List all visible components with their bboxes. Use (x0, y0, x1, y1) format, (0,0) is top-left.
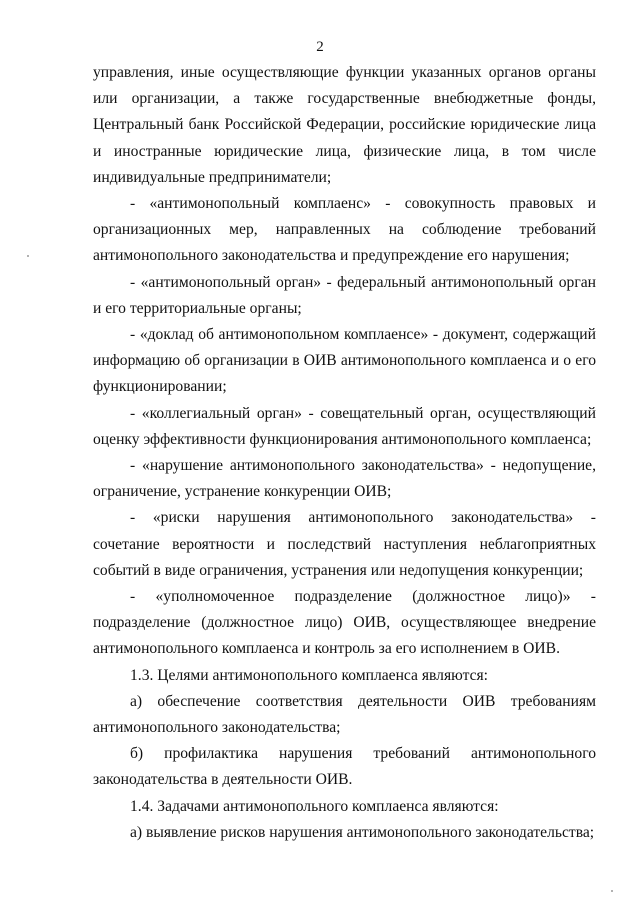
definition-compliance-report: - «доклад об антимонопольном комплаенсе» - документ, содержащий информацию об организации в ОИВ антимонопольного комплаенса и о его функционировании; (93, 326, 596, 396)
section-1-3-heading: 1.3. Целями антимонопольного комплаенса являются: (130, 666, 489, 684)
task-item-a: а) выявление рисков нарушения антимонопольного законодательства; (130, 823, 595, 841)
document-body (93, 60, 596, 846)
section-1-4-heading: 1.4. Задачами антимонопольного комплаенса являются: (130, 797, 499, 815)
goal-item-a: а) обеспечение соответствия деятельности ОИВ требованиям антимонопольного законодательства; (93, 692, 596, 737)
definition-violation-risks: - «риски нарушения антимонопольного законодательства» - сочетание вероятности и последствий наступления неблагоприятных событий в виде ограничения, устранения или недопущения конкуренции; (93, 509, 596, 579)
page-number: 2 (316, 39, 324, 55)
scan-speck (27, 255, 29, 257)
definition-collegial-body: - «коллегиальный орган» - совещательный орган, осуществляющий оценку эффективности функционирования антимонопольного комплаенса; (93, 404, 596, 448)
definition-antimonopoly-compliance: - «антимонопольный комплаенс» - совокупность правовых и организационных мер, направленных на соблюдение требований антимонопольного законодательства и предупреждение его нарушения; (93, 195, 596, 265)
scan-speck (611, 890, 613, 892)
definition-authorized-unit: - «уполномоченное подразделение (должностное лицо)» - подразделение (должностное лицо) ОИВ, осуществляющее внедрение антимонопольного комплаенса и контроль за его исполнением в ОИВ. (93, 588, 596, 658)
paragraph-continuation: управления, иные осуществляющие функции указанных органов органы или организации, а также государственные внебюджетные фонды, Центральный банк Российской Федерации, российские юридические лица и иностранные юридические лица, физические лица, в том числе индивидуальные предприниматели; (93, 64, 596, 186)
goal-item-b: б) профилактика нарушения требований антимонопольного законодательства в деятельности ОИВ. (93, 745, 596, 789)
definition-antimonopoly-body: - «антимонопольный орган» - федеральный антимонопольный орган и его территориальные органы; (93, 273, 596, 317)
definition-violation: - «нарушение антимонопольного законодательства» - недопущение, ограничение, устранение конкуренции ОИВ; (93, 457, 596, 501)
